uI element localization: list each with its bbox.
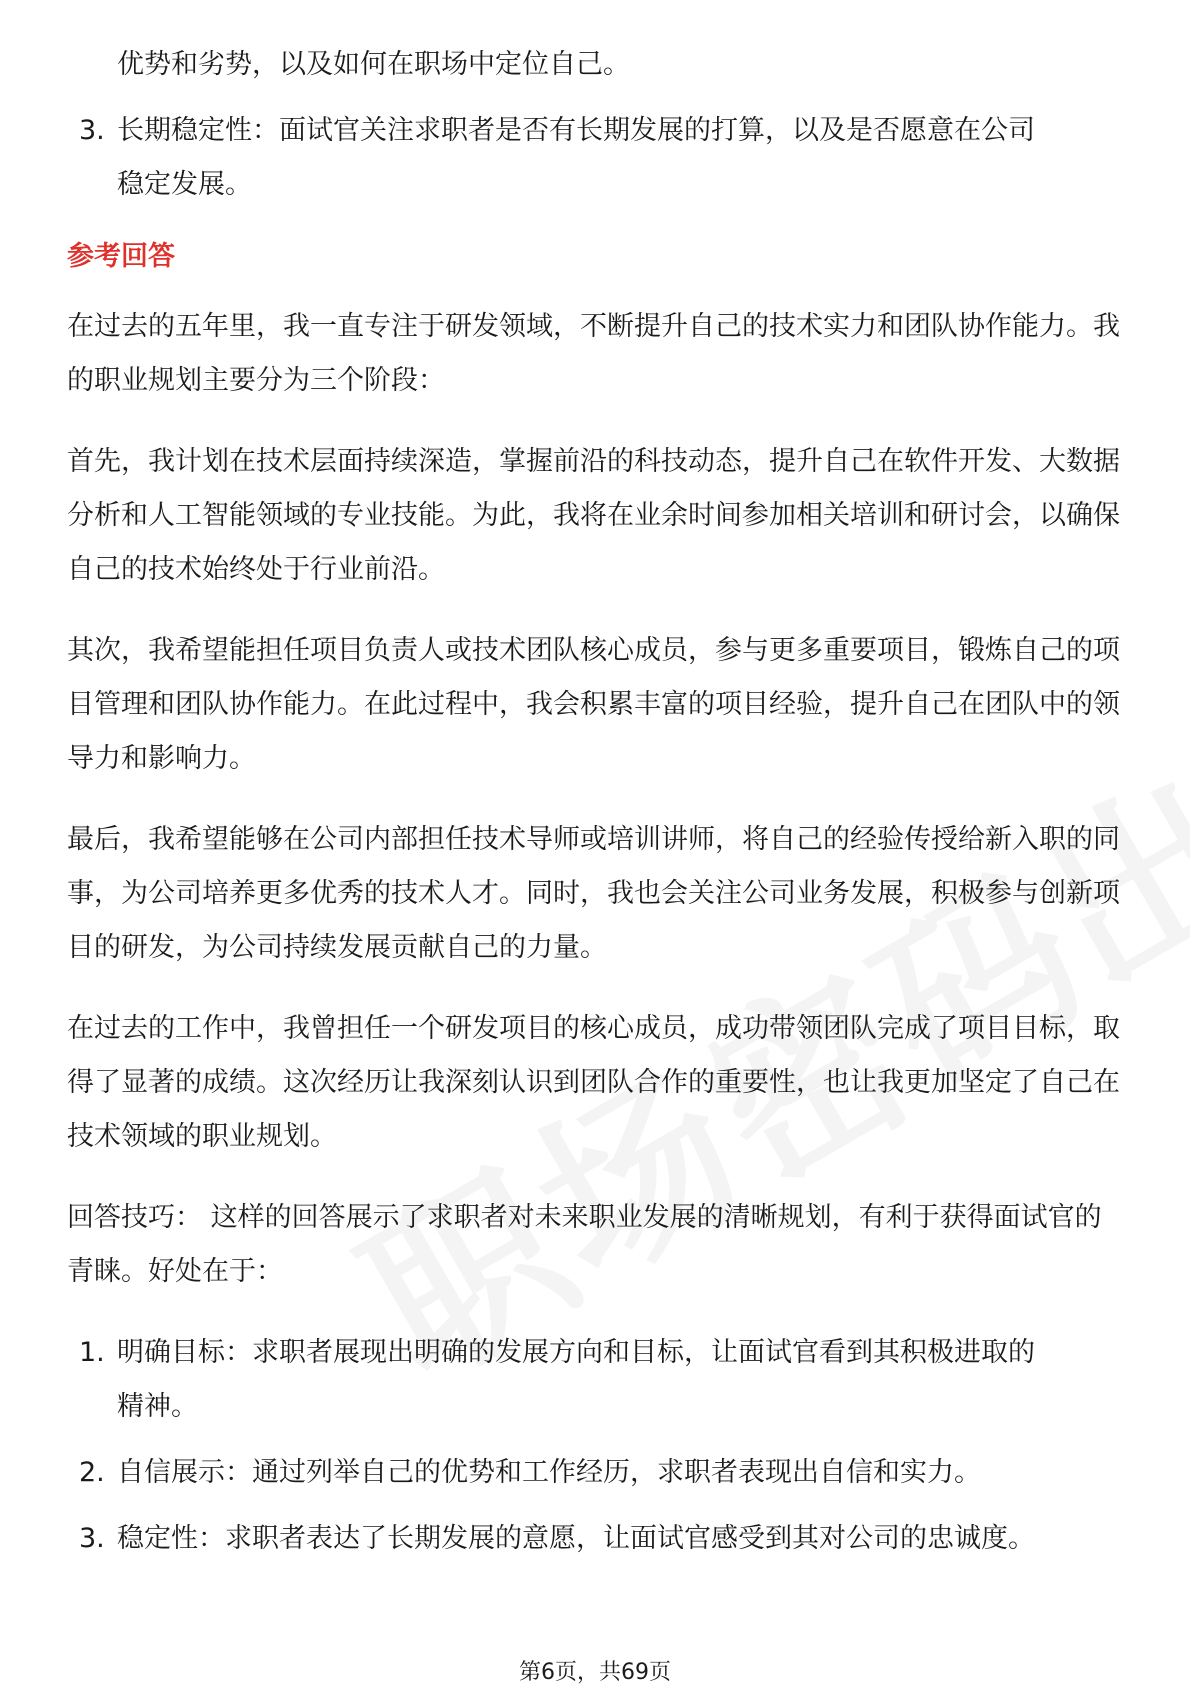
list-item-text-line: 稳定性：求职者表达了长期发展的意愿，让面试官感受到其对公司的忠诚度。	[117, 1523, 1035, 1554]
list-item-text-line: 精神。	[117, 1391, 198, 1422]
page-content	[67, 38, 1127, 1566]
answer-paragraph: 首先，我计划在技术层面持续深造，掌握前沿的科技动态，提升自己在软件开发、大数据分析和人工智能领域的专业技能。为此，我将在业余时间参加相关培训和研讨会，以确保自己的技术始终处于行业前沿。	[67, 446, 1120, 585]
list-item-text-line: 自信展示：通过列举自己的优势和工作经历，求职者表现出自信和实力。	[117, 1457, 981, 1488]
list-item-clear-goal	[67, 1326, 1127, 1434]
answer-paragraph: 在过去的工作中，我曾担任一个研发项目的核心成员，成功带领团队完成了项目目标，取得了显著的成绩。这次经历让我深刻认识到团队合作的重要性，也让我更加坚定了自己在技术领域的职业规划。	[67, 1013, 1120, 1152]
page-footer: 第6页，共69页	[519, 1660, 671, 1685]
list-item-confidence	[67, 1446, 1127, 1500]
list-item-long-term-stability	[67, 104, 1127, 212]
list-item-stability	[67, 1512, 1127, 1566]
answer-paragraph: 最后，我希望能够在公司内部担任技术导师或培训讲师，将自己的经验传授给新入职的同事，为公司培养更多优秀的技术人才。同时，我也会关注公司业务发展，积极参与创新项目的研发，为公司持续发展贡献自己的力量。	[67, 824, 1120, 963]
list-item-text-line: 稳定发展。	[117, 169, 252, 200]
list-number: 3.	[79, 115, 105, 146]
answer-paragraph: 在过去的五年里，我一直专注于研发领域，不断提升自己的技术实力和团队协作能力。我的职业规划主要分为三个阶段：	[67, 311, 1120, 396]
section-heading: 参考回答	[67, 241, 175, 272]
list-number: 1.	[79, 1337, 105, 1368]
list-number: 3.	[79, 1523, 105, 1554]
list-item-text-line: 明确目标：求职者展现出明确的发展方向和目标，让面试官看到其积极进取的	[117, 1337, 1035, 1368]
list-item-continuation: 优势和劣势，以及如何在职场中定位自己。	[117, 49, 630, 80]
list-item-text-line: 长期稳定性：面试官关注求职者是否有长期发展的打算，以及是否愿意在公司	[117, 115, 1035, 146]
answer-paragraph: 其次，我希望能担任项目负责人或技术团队核心成员，参与更多重要项目，锻炼自己的项目管理和团队协作能力。在此过程中，我会积累丰富的项目经验，提升自己在团队中的领导力和影响力。	[67, 635, 1120, 774]
tips-intro-paragraph: 回答技巧： 这样的回答展示了求职者对未来职业发展的清晰规划，有利于获得面试官的青睐。好处在于：	[67, 1202, 1102, 1287]
list-number: 2.	[79, 1457, 105, 1488]
